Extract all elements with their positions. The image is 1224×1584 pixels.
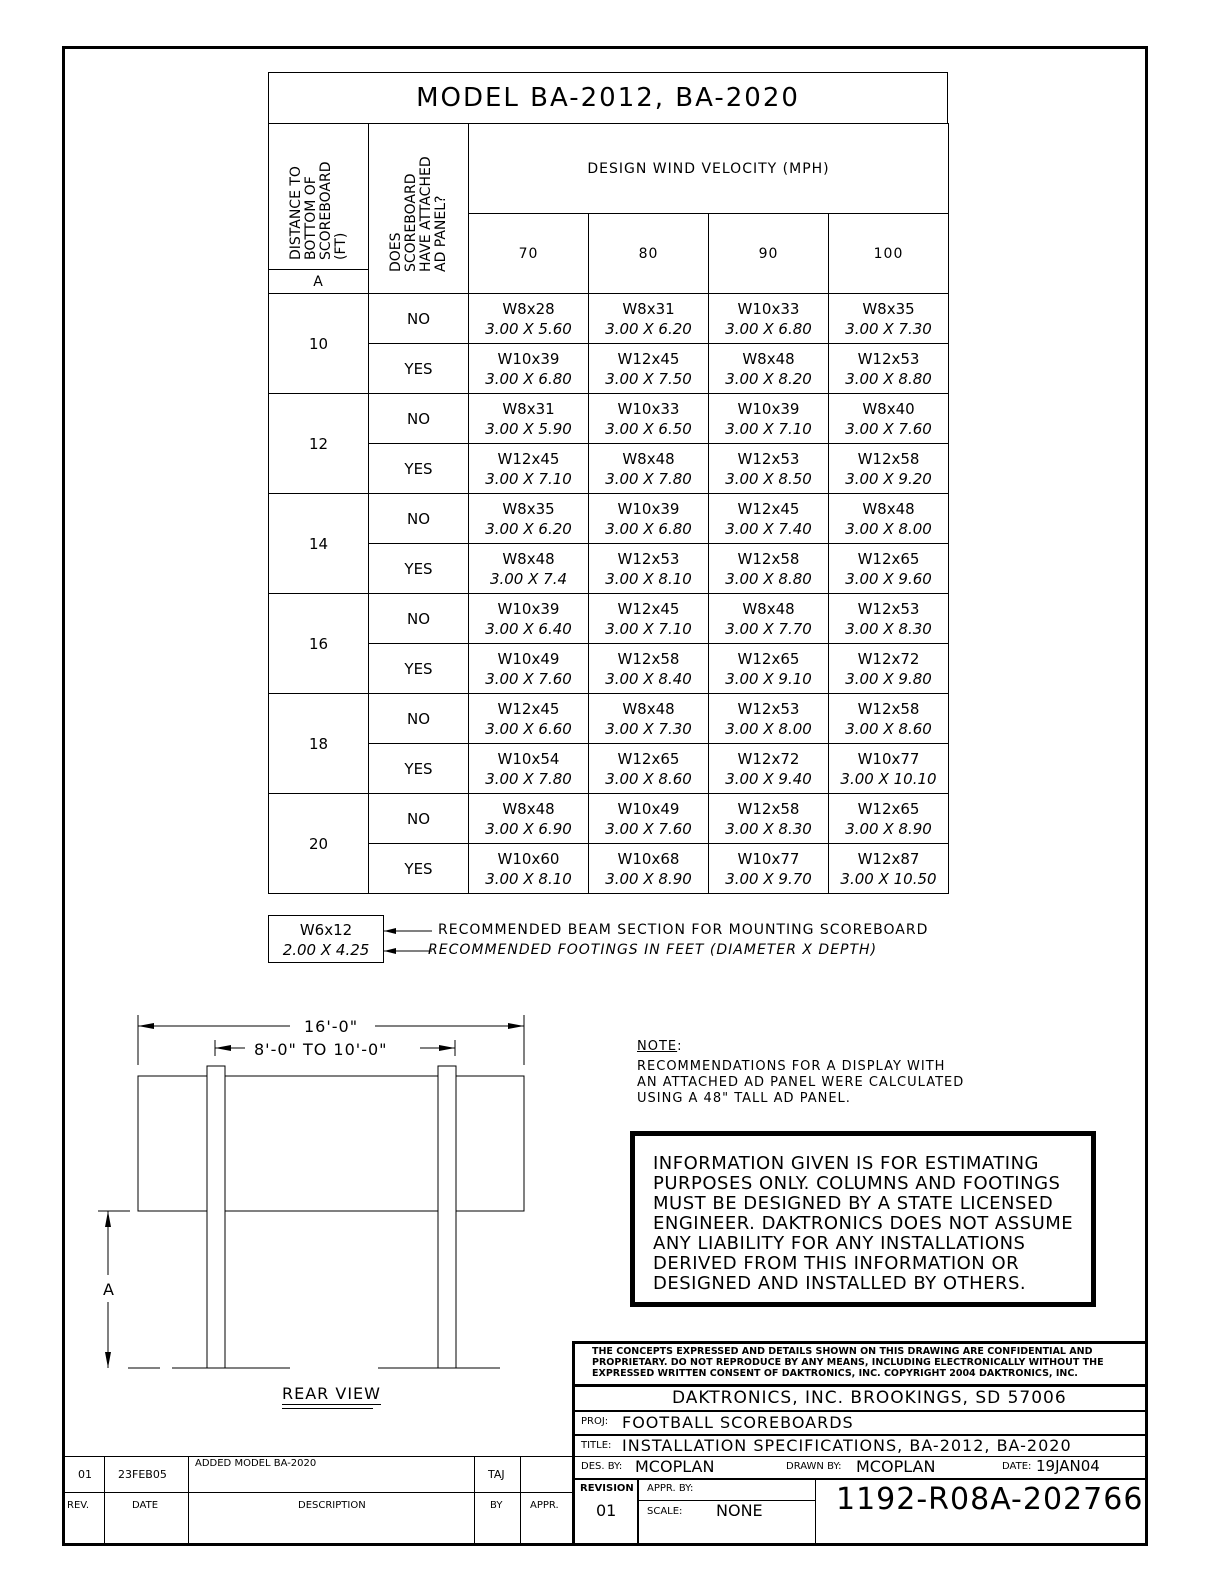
footing-size: 3.00 X 8.80 <box>845 369 932 388</box>
revision-entry-by: TAJ <box>488 1468 505 1481</box>
footing-size: 3.00 X 8.20 <box>725 369 812 388</box>
legend-beam-desc: RECOMMENDED BEAM SECTION FOR MOUNTING SCOREBOARD <box>438 922 929 938</box>
spec-cell <box>829 494 949 544</box>
distance-subheader: A <box>269 270 369 294</box>
table-title: MODEL BA-2012, BA-2020 <box>268 72 948 124</box>
beam-section: W12x65 <box>857 799 920 818</box>
ad-panel-cell: NO <box>369 694 469 744</box>
beam-section: W12x87 <box>857 849 920 868</box>
spec-cell <box>589 444 709 494</box>
spec-cell <box>589 494 709 544</box>
footing-size: 3.00 X 9.60 <box>845 569 932 588</box>
warning-line: ANY LIABILITY FOR ANY INSTALLATIONS <box>653 1233 1026 1254</box>
footing-size: 3.00 X 6.40 <box>485 619 572 638</box>
beam-section: W10x77 <box>857 749 920 768</box>
footing-size: 3.00 X 7.80 <box>605 469 692 488</box>
drawing-date: 19JAN04 <box>1036 1457 1100 1475</box>
spec-cell <box>709 844 829 894</box>
beam-section: W12x58 <box>617 649 680 668</box>
beam-section: W12x58 <box>737 549 800 568</box>
footing-size: 3.00 X 10.50 <box>840 869 937 888</box>
footing-size: 3.00 X 7.10 <box>725 419 812 438</box>
ad-panel-cell: YES <box>369 844 469 894</box>
table-row <box>269 744 949 794</box>
beam-section: W8x48 <box>742 599 795 618</box>
ad-panel-cell: NO <box>369 794 469 844</box>
table-row <box>269 794 949 844</box>
revision-header-date: DATE <box>132 1500 159 1511</box>
spec-cell <box>829 844 949 894</box>
revision-entry-date: 23FEB05 <box>118 1468 167 1481</box>
spec-cell <box>709 744 829 794</box>
distance-cell: 10 <box>269 294 369 394</box>
beam-section: W8x28 <box>502 299 555 318</box>
ad-panel-cell: YES <box>369 344 469 394</box>
beam-section: W10x39 <box>497 349 560 368</box>
spec-cell <box>469 594 589 644</box>
table-row <box>269 594 949 644</box>
table-row <box>269 494 949 544</box>
footing-size: 3.00 X 7.40 <box>725 519 812 538</box>
footing-size: 3.00 X 9.10 <box>725 669 812 688</box>
footing-size: 3.00 X 7.80 <box>485 769 572 788</box>
beam-section: W10x77 <box>737 849 800 868</box>
table-row <box>269 844 949 894</box>
designed-by: MCOPLAN <box>635 1457 715 1476</box>
footing-size: 3.00 X 6.80 <box>485 369 572 388</box>
note-line: RECOMMENDATIONS FOR A DISPLAY WITH <box>637 1059 946 1074</box>
proj-label: PROJ: <box>581 1416 609 1427</box>
spec-cell <box>589 594 709 644</box>
beam-section: W12x65 <box>737 649 800 668</box>
footing-size: 3.00 X 8.90 <box>605 869 692 888</box>
beam-section: W8x48 <box>622 449 675 468</box>
beam-section: W12x53 <box>737 699 800 718</box>
footing-size: 3.00 X 8.10 <box>605 569 692 588</box>
spec-cell <box>469 794 589 844</box>
beam-section: W12x65 <box>857 549 920 568</box>
note-line: USING A 48" TALL AD PANEL. <box>637 1091 851 1106</box>
beam-section: W10x39 <box>617 499 680 518</box>
beam-section: W8x48 <box>502 799 555 818</box>
project-name: FOOTBALL SCOREBOARDS <box>622 1413 854 1432</box>
spec-cell <box>829 394 949 444</box>
overall-dimension: 16'-0" <box>300 1017 362 1036</box>
beam-section: W12x45 <box>617 349 680 368</box>
spec-cell <box>829 444 949 494</box>
spec-cell <box>829 794 949 844</box>
warning-line: ENGINEER. DAKTRONICS DOES NOT ASSUME <box>653 1213 1074 1234</box>
spec-cell <box>709 344 829 394</box>
beam-section: W10x68 <box>617 849 680 868</box>
legend-footing-desc: RECOMMENDED FOOTINGS IN FEET (DIAMETER X DEPTH) <box>428 942 878 958</box>
beam-section: W10x49 <box>617 799 680 818</box>
legend-box <box>268 915 384 963</box>
footing-size: 3.00 X 8.50 <box>725 469 812 488</box>
ad-panel-cell: YES <box>369 644 469 694</box>
footing-size: 3.00 X 8.00 <box>725 719 812 738</box>
beam-section: W12x45 <box>497 449 560 468</box>
legend-beam-example: W6x12 <box>299 921 353 939</box>
spec-cell <box>589 694 709 744</box>
beam-section: W12x53 <box>617 549 680 568</box>
table-row <box>269 294 949 344</box>
revision-entry-description: ADDED MODEL BA-2020 <box>195 1458 317 1469</box>
company-name: DAKTRONICS, INC. BROOKINGS, SD 57006 <box>672 1388 1067 1408</box>
distance-cell: 16 <box>269 594 369 694</box>
spec-cell <box>469 544 589 594</box>
ad-panel-cell: YES <box>369 744 469 794</box>
footing-size: 3.00 X 6.20 <box>605 319 692 338</box>
beam-section: W8x40 <box>862 399 915 418</box>
spec-cell <box>469 494 589 544</box>
spec-cell <box>589 544 709 594</box>
table-row <box>269 344 949 394</box>
beam-section: W10x33 <box>617 399 680 418</box>
spec-cell <box>709 294 829 344</box>
beam-section: W12x53 <box>737 449 800 468</box>
beam-section: W8x48 <box>502 549 555 568</box>
drawn-by-label: DRAWN BY: <box>786 1461 842 1472</box>
speed-header: 70 <box>469 214 589 294</box>
table-row <box>269 444 949 494</box>
footing-size: 3.00 X 6.90 <box>485 819 572 838</box>
warning-line: DESIGNED AND INSTALLED BY OTHERS. <box>653 1273 1027 1294</box>
spec-cell <box>829 294 949 344</box>
footing-size: 3.00 X 8.80 <box>725 569 812 588</box>
beam-section: W8x35 <box>862 299 915 318</box>
distance-cell: 12 <box>269 394 369 494</box>
spec-cell <box>469 744 589 794</box>
confidential-notice: THE CONCEPTS EXPRESSED AND DETAILS SHOWN ON THIS DRAWING ARE CONFIDENTIAL AND PROPRIETARY. DO NOT REPRODUCE BY ANY MEANS, INCLUDING ELECTRONICALLY WITHOUT THE EXPRESSED WRITTEN CONSENT OF DAKTRONICS, INC. COPYRIGHT 2004 DAKTRONICS, INC. <box>592 1346 1104 1379</box>
note-line: AN ATTACHED AD PANEL WERE CALCULATED <box>637 1075 965 1090</box>
spec-cell <box>709 394 829 444</box>
spec-cell <box>709 644 829 694</box>
spec-cell <box>709 594 829 644</box>
drawing-number: 1192-R08A-202766 <box>836 1482 1144 1517</box>
beam-section: W12x45 <box>497 699 560 718</box>
beam-section: W12x58 <box>737 799 800 818</box>
footing-size: 3.00 X 7.60 <box>485 669 572 688</box>
rear-view-underline <box>282 1408 373 1409</box>
legend-arrows <box>384 920 434 960</box>
spec-cell <box>469 344 589 394</box>
revision-label: REVISION <box>580 1483 634 1494</box>
spec-cell <box>829 744 949 794</box>
footing-size: 3.00 X 6.60 <box>485 719 572 738</box>
spec-cell <box>469 644 589 694</box>
rear-view-label: REAR VIEW <box>282 1384 381 1403</box>
spec-cell <box>589 294 709 344</box>
drawing-title: INSTALLATION SPECIFICATIONS, BA-2012, BA-2020 <box>622 1436 1072 1455</box>
footing-size: 3.00 X 7.60 <box>845 419 932 438</box>
footing-size: 3.00 X 9.70 <box>725 869 812 888</box>
footing-size: 3.00 X 8.40 <box>605 669 692 688</box>
footing-size: 3.00 X 6.50 <box>605 419 692 438</box>
ad-panel-cell: YES <box>369 444 469 494</box>
date-label: DATE: <box>1002 1461 1032 1472</box>
footing-size: 3.00 X 7.10 <box>605 619 692 638</box>
spec-cell <box>469 444 589 494</box>
beam-section: W12x58 <box>857 449 920 468</box>
note-heading: NOTE: <box>637 1039 683 1054</box>
speed-header: 80 <box>589 214 709 294</box>
spec-cell <box>469 694 589 744</box>
footing-size: 3.00 X 9.80 <box>845 669 932 688</box>
spec-cell <box>709 794 829 844</box>
footing-size: 3.00 X 8.60 <box>845 719 932 738</box>
revision-entry-rev: 01 <box>78 1468 92 1481</box>
beam-section: W10x39 <box>737 399 800 418</box>
rear-view-drawing <box>90 1010 550 1390</box>
beam-section: W12x58 <box>857 699 920 718</box>
spec-cell <box>469 394 589 444</box>
spec-cell <box>829 544 949 594</box>
footing-size: 3.00 X 8.60 <box>605 769 692 788</box>
beam-section: W10x60 <box>497 849 560 868</box>
footing-size: 3.00 X 7.60 <box>605 819 692 838</box>
table-row <box>269 394 949 444</box>
adpanel-header: DOES SCOREBOARD HAVE ATTACHED AD PANEL? <box>369 124 469 294</box>
beam-section: W12x53 <box>857 599 920 618</box>
spec-cell <box>709 694 829 744</box>
wind-header: DESIGN WIND VELOCITY (MPH) <box>469 124 949 214</box>
spec-cell <box>829 344 949 394</box>
distance-header: DISTANCE TO BOTTOM OF SCOREBOARD (FT) <box>269 124 369 270</box>
scale-label: SCALE: <box>647 1506 683 1517</box>
spec-cell <box>589 794 709 844</box>
spec-cell <box>829 644 949 694</box>
title-label: TITLE: <box>581 1440 612 1451</box>
approved-by-label: APPR. BY: <box>647 1483 694 1494</box>
beam-section: W12x53 <box>857 349 920 368</box>
footing-size: 3.00 X 8.90 <box>845 819 932 838</box>
beam-section: W10x49 <box>497 649 560 668</box>
footing-size: 3.00 X 7.4 <box>489 569 568 588</box>
beam-section: W12x45 <box>737 499 800 518</box>
beam-section: W10x39 <box>497 599 560 618</box>
beam-section: W8x48 <box>862 499 915 518</box>
designed-by-label: DES. BY: <box>581 1461 623 1472</box>
beam-section: W8x35 <box>502 499 555 518</box>
table-row <box>269 644 949 694</box>
ad-panel-cell: NO <box>369 594 469 644</box>
spec-cell <box>829 594 949 644</box>
spec-cell <box>589 394 709 444</box>
height-dimension-label: A <box>103 1280 114 1299</box>
footing-size: 3.00 X 8.00 <box>845 519 932 538</box>
footing-size: 3.00 X 9.40 <box>725 769 812 788</box>
revision-number: 01 <box>596 1501 617 1520</box>
beam-section: W12x65 <box>617 749 680 768</box>
footing-size: 3.00 X 6.80 <box>725 319 812 338</box>
spec-cell <box>589 844 709 894</box>
distance-cell: 14 <box>269 494 369 594</box>
spec-cell <box>589 644 709 694</box>
speed-header: 100 <box>829 214 949 294</box>
footing-size: 3.00 X 9.20 <box>845 469 932 488</box>
footing-size: 3.00 X 7.50 <box>605 369 692 388</box>
post-spacing-dimension: 8'-0" TO 10'-0" <box>254 1040 388 1059</box>
ad-panel-cell: NO <box>369 494 469 544</box>
footing-size: 3.00 X 5.90 <box>485 419 572 438</box>
warning-line: INFORMATION GIVEN IS FOR ESTIMATING <box>653 1153 1040 1174</box>
scale-value: NONE <box>716 1501 763 1520</box>
spec-cell <box>469 294 589 344</box>
revision-header-by: BY <box>490 1500 503 1511</box>
beam-section: W8x31 <box>622 299 675 318</box>
beam-section: W8x31 <box>502 399 555 418</box>
spec-cell <box>829 694 949 744</box>
beam-section: W10x33 <box>737 299 800 318</box>
footing-size: 3.00 X 6.20 <box>485 519 572 538</box>
footing-size: 3.00 X 6.80 <box>605 519 692 538</box>
spec-cell <box>709 444 829 494</box>
footing-size: 3.00 X 8.30 <box>845 619 932 638</box>
footing-size: 3.00 X 7.10 <box>485 469 572 488</box>
drawn-by: MCOPLAN <box>856 1457 936 1476</box>
distance-cell: 20 <box>269 794 369 894</box>
beam-section: W12x72 <box>857 649 920 668</box>
beam-section: W12x72 <box>737 749 800 768</box>
spec-cell <box>709 494 829 544</box>
beam-section: W8x48 <box>742 349 795 368</box>
revision-header-appr: APPR. <box>530 1500 559 1511</box>
footing-size: 3.00 X 8.10 <box>485 869 572 888</box>
warning-box <box>630 1131 1096 1307</box>
table-row <box>269 544 949 594</box>
warning-line: DERIVED FROM THIS INFORMATION OR <box>653 1253 1020 1274</box>
spec-cell <box>589 744 709 794</box>
footing-size: 3.00 X 8.30 <box>725 819 812 838</box>
note-block <box>637 1039 964 1107</box>
speed-header: 90 <box>709 214 829 294</box>
footing-size: 3.00 X 7.30 <box>845 319 932 338</box>
distance-cell: 18 <box>269 694 369 794</box>
table-row <box>269 694 949 744</box>
footing-size: 3.00 X 5.60 <box>485 319 572 338</box>
beam-section: W10x54 <box>497 749 560 768</box>
spec-table <box>268 123 949 894</box>
ad-panel-cell: NO <box>369 294 469 344</box>
ad-panel-cell: YES <box>369 544 469 594</box>
footing-size: 3.00 X 7.30 <box>605 719 692 738</box>
footing-size: 3.00 X 10.10 <box>840 769 937 788</box>
spec-cell <box>469 844 589 894</box>
spec-cell <box>589 344 709 394</box>
revision-header-rev: REV. <box>67 1500 89 1511</box>
warning-line: PURPOSES ONLY. COLUMNS AND FOOTINGS <box>653 1173 1061 1194</box>
beam-section: W12x45 <box>617 599 680 618</box>
footing-size: 3.00 X 7.70 <box>725 619 812 638</box>
warning-line: MUST BE DESIGNED BY A STATE LICENSED <box>653 1193 1054 1214</box>
beam-section: W8x48 <box>622 699 675 718</box>
revision-header-description: DESCRIPTION <box>298 1500 366 1511</box>
ad-panel-cell: NO <box>369 394 469 444</box>
legend-footing-example: 2.00 X 4.25 <box>282 941 370 959</box>
spec-cell <box>709 544 829 594</box>
